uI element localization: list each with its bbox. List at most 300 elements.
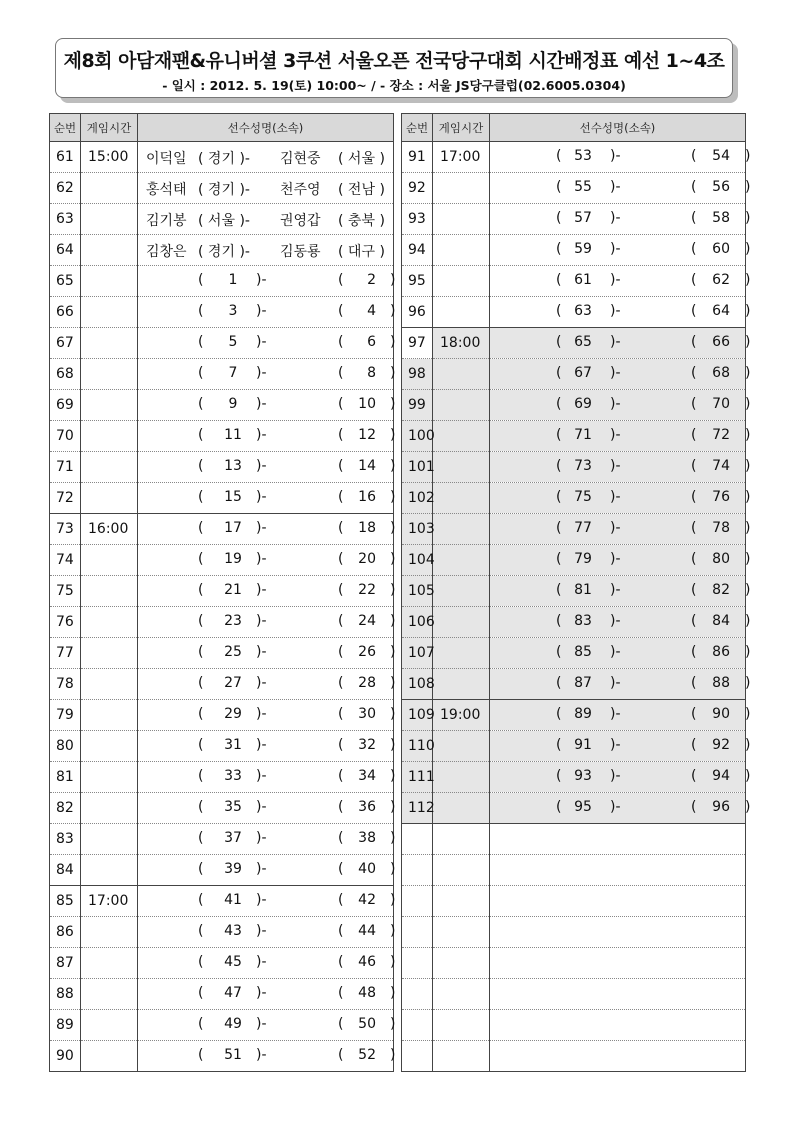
table-row (402, 638, 746, 669)
seed-2: 28 (358, 675, 376, 691)
dash: )- (256, 520, 267, 536)
paren-open: ( (338, 489, 344, 505)
game-time (433, 235, 490, 266)
paren-close: ) (390, 489, 396, 505)
seed-1: 23 (224, 613, 242, 629)
seed-1: 17 (224, 520, 242, 536)
table-row (50, 204, 394, 235)
dash: )- (610, 179, 621, 195)
paren-close: ) (745, 396, 751, 412)
game-time (433, 669, 490, 700)
match-number (402, 948, 433, 979)
paren-close: ) (379, 213, 385, 229)
seed-2: 58 (712, 210, 730, 226)
table-row (50, 948, 394, 979)
seed-1: 37 (224, 830, 242, 846)
seed-2: 14 (358, 458, 376, 474)
match-players (138, 979, 394, 1010)
paren-open: ( (338, 1016, 344, 1032)
table-row (50, 824, 394, 855)
table-row (50, 1041, 394, 1072)
paren-open: ( (338, 985, 344, 1001)
paren-open: ( (338, 365, 344, 381)
paren-open: ( (691, 458, 697, 474)
affiliation-2: 대구 (347, 244, 375, 260)
seed-1: 45 (224, 954, 242, 970)
dash: )- (256, 954, 267, 970)
dash: )- (610, 458, 621, 474)
player-2-affiliation (338, 241, 385, 261)
paren-open: ( (691, 768, 697, 784)
table-row (50, 886, 394, 917)
table-row (50, 855, 394, 886)
match-players (490, 266, 751, 297)
table-row (402, 142, 746, 173)
game-time: 18:00 (433, 328, 490, 359)
match-number (402, 855, 433, 886)
dash: )- (610, 148, 621, 164)
table-row (50, 421, 394, 452)
dash: )- (256, 923, 267, 939)
game-time: 17:00 (433, 142, 490, 173)
player-1: 이덕일 (146, 151, 187, 167)
paren-close: ) (390, 892, 396, 908)
table-row (402, 824, 746, 855)
match-players (490, 607, 751, 638)
seed-2: 72 (712, 427, 730, 443)
paren-open: ( (338, 582, 344, 598)
match-number: 65 (50, 266, 81, 297)
paren-close: ) (390, 644, 396, 660)
paren-open: ( (338, 396, 344, 412)
match-number: 93 (402, 204, 433, 235)
game-time (81, 762, 138, 793)
paren-open: ( (691, 148, 697, 164)
match-players (138, 700, 394, 731)
match-players (138, 266, 394, 297)
table-row (50, 607, 394, 638)
seed-1: 5 (228, 334, 238, 350)
match-number: 77 (50, 638, 81, 669)
paren-open: ( (198, 213, 204, 229)
seed-2: 80 (712, 551, 730, 567)
paren-close: ) (390, 613, 396, 629)
paren-open: ( (556, 241, 562, 257)
affiliation-1: 서울 (207, 213, 235, 229)
paren-close: ) (745, 334, 751, 350)
paren-open: ( (338, 675, 344, 691)
seed-1: 1 (228, 272, 238, 288)
match-number: 91 (402, 142, 433, 173)
match-players (138, 1010, 394, 1041)
seed-2: 44 (358, 923, 376, 939)
paren-open: ( (338, 303, 344, 319)
seed-1: 39 (224, 861, 242, 877)
match-players (138, 390, 394, 421)
game-time (433, 514, 490, 545)
paren-close: ) (745, 706, 751, 722)
game-time (433, 545, 490, 576)
match-players (490, 483, 751, 514)
seed-2: 26 (358, 644, 376, 660)
table-row (50, 173, 394, 204)
seed-2: 74 (712, 458, 730, 474)
game-time (81, 1010, 138, 1041)
paren-open: ( (198, 151, 204, 167)
game-time (81, 576, 138, 607)
seed-1: 41 (224, 892, 242, 908)
schedule-table-right (401, 113, 751, 1072)
match-number: 84 (50, 855, 81, 886)
match-players (490, 886, 746, 917)
game-time (81, 204, 138, 235)
match-players (138, 328, 394, 359)
match-number (402, 1010, 433, 1041)
game-time (433, 452, 490, 483)
dash: )- (610, 272, 621, 288)
seed-2: 92 (712, 737, 730, 753)
header-players: 선수성명(소속) (490, 114, 746, 142)
paren-open: ( (338, 334, 344, 350)
seed-1: 61 (574, 272, 592, 288)
dash: )- (256, 861, 267, 877)
game-time (81, 700, 138, 731)
seed-1: 57 (574, 210, 592, 226)
table-row (402, 483, 746, 514)
paren-close: ) (390, 1047, 396, 1063)
game-time (433, 297, 490, 328)
paren-open: ( (338, 427, 344, 443)
game-time (81, 297, 138, 328)
dash: )- (610, 737, 621, 753)
match-number: 68 (50, 359, 81, 390)
player-2: 천주영 (280, 182, 321, 198)
paren-close: ) (745, 551, 751, 567)
dash: )- (610, 799, 621, 815)
seed-1: 95 (574, 799, 592, 815)
seed-1: 91 (574, 737, 592, 753)
seed-2: 38 (358, 830, 376, 846)
seed-2: 94 (712, 768, 730, 784)
seed-1: 75 (574, 489, 592, 505)
paren-close: ) (390, 737, 396, 753)
dash: )- (610, 551, 621, 567)
paren-open: ( (338, 706, 344, 722)
game-time (81, 638, 138, 669)
game-time (81, 793, 138, 824)
match-players (138, 731, 394, 762)
dash: )- (256, 737, 267, 753)
table-row (402, 514, 746, 545)
seed-1: 81 (574, 582, 592, 598)
affiliation-1: 경기 (207, 151, 235, 167)
seed-1: 89 (574, 706, 592, 722)
paren-open: ( (691, 179, 697, 195)
paren-open: ( (691, 365, 697, 381)
affiliation-1: 경기 (207, 182, 235, 198)
paren-open: ( (198, 334, 204, 350)
game-time (81, 917, 138, 948)
seed-2: 52 (358, 1047, 376, 1063)
paren-close: ) (745, 365, 751, 381)
table-row (50, 452, 394, 483)
table-row (402, 979, 746, 1010)
game-time (433, 607, 490, 638)
match-players (138, 917, 394, 948)
seed-1: 93 (574, 768, 592, 784)
seed-1: 79 (574, 551, 592, 567)
seed-1: 9 (228, 396, 238, 412)
match-players (490, 793, 751, 824)
schedule-table-left (49, 113, 394, 1072)
match-number (402, 917, 433, 948)
paren-close: ) (745, 613, 751, 629)
paren-open: ( (198, 613, 204, 629)
match-number: 80 (50, 731, 81, 762)
paren-close: ) (379, 182, 385, 198)
page-title: 제8회 아담재팬&유니버셜 3쿠션 서울오픈 전국당구대회 시간배정표 예선 1~4조 (63, 50, 725, 72)
header-time: 게임시간 (81, 114, 138, 142)
dash: )- (610, 768, 621, 784)
game-time (81, 948, 138, 979)
paren-open: ( (338, 458, 344, 474)
paren-open: ( (338, 520, 344, 536)
paren-open: ( (691, 799, 697, 815)
match-number: 70 (50, 421, 81, 452)
seed-1: 69 (574, 396, 592, 412)
seed-1: 33 (224, 768, 242, 784)
game-time (433, 390, 490, 421)
paren-open: ( (338, 551, 344, 567)
match-players (138, 297, 394, 328)
table-row (402, 669, 746, 700)
seed-2: 78 (712, 520, 730, 536)
paren-open: ( (198, 582, 204, 598)
paren-open: ( (556, 179, 562, 195)
paren-close: ) (390, 768, 396, 784)
table-row (50, 917, 394, 948)
dash: )- (610, 582, 621, 598)
seed-2: 54 (712, 148, 730, 164)
table-row (50, 328, 394, 359)
match-number: 104 (402, 545, 433, 576)
paren-open: ( (691, 551, 697, 567)
match-number (402, 979, 433, 1010)
match-number: 83 (50, 824, 81, 855)
match-number: 103 (402, 514, 433, 545)
schedule-body-right (402, 142, 751, 1072)
paren-open: ( (691, 644, 697, 660)
match-number (402, 824, 433, 855)
table-row (402, 855, 746, 886)
paren-close: ) (745, 210, 751, 226)
table-row (50, 700, 394, 731)
affiliation-2: 서울 (347, 151, 375, 167)
seed-1: 67 (574, 365, 592, 381)
game-time (433, 1010, 490, 1041)
seed-1: 3 (228, 303, 238, 319)
match-number: 95 (402, 266, 433, 297)
seed-1: 87 (574, 675, 592, 691)
header-players: 선수성명(소속) (138, 114, 394, 142)
paren-open: ( (691, 396, 697, 412)
table-row (50, 762, 394, 793)
seed-1: 35 (224, 799, 242, 815)
seed-1: 65 (574, 334, 592, 350)
table-row (402, 762, 746, 793)
game-time (433, 266, 490, 297)
paren-close: ) (390, 985, 396, 1001)
paren-open: ( (338, 272, 344, 288)
paren-open: ( (338, 768, 344, 784)
paren-open: ( (556, 334, 562, 350)
seed-2: 46 (358, 954, 376, 970)
match-number: 107 (402, 638, 433, 669)
match-number: 87 (50, 948, 81, 979)
seed-2: 88 (712, 675, 730, 691)
match-number: 69 (50, 390, 81, 421)
paren-close: ) (390, 799, 396, 815)
dash: )- (256, 427, 267, 443)
table-row (50, 390, 394, 421)
match-number: 97 (402, 328, 433, 359)
game-time (81, 173, 138, 204)
seed-1: 77 (574, 520, 592, 536)
paren-open: ( (691, 272, 697, 288)
paren-open: ( (198, 489, 204, 505)
paren-open: ( (198, 830, 204, 846)
table-row (402, 1010, 746, 1041)
seed-2: 40 (358, 861, 376, 877)
match-players (490, 1041, 746, 1072)
affiliation-2: 충북 (347, 213, 375, 229)
paren-close: ) (745, 272, 751, 288)
dash: )- (256, 365, 267, 381)
table-row (402, 917, 746, 948)
paren-open: ( (198, 985, 204, 1001)
dash: )- (610, 675, 621, 691)
seed-2: 22 (358, 582, 376, 598)
paren-open: ( (691, 613, 697, 629)
paren-open: ( (556, 303, 562, 319)
header-no: 순번 (50, 114, 81, 142)
paren-close: ) (745, 303, 751, 319)
game-time (433, 731, 490, 762)
seed-2: 16 (358, 489, 376, 505)
game-time (433, 204, 490, 235)
paren-close: ) (745, 737, 751, 753)
game-time (433, 173, 490, 204)
paren-open: ( (198, 272, 204, 288)
match-number: 66 (50, 297, 81, 328)
paren-close: ) (390, 334, 396, 350)
paren-close: ) (390, 520, 396, 536)
table-row (50, 545, 394, 576)
paren-open: ( (338, 892, 344, 908)
dash: )- (610, 489, 621, 505)
paren-close: ) (390, 582, 396, 598)
match-players (138, 173, 394, 204)
game-time (81, 855, 138, 886)
paren-open: ( (198, 551, 204, 567)
match-players (138, 142, 394, 173)
seed-2: 82 (712, 582, 730, 598)
seed-1: 55 (574, 179, 592, 195)
paren-open: ( (198, 861, 204, 877)
match-players (490, 576, 751, 607)
seed-1: 49 (224, 1016, 242, 1032)
match-players (490, 297, 751, 328)
paren-open: ( (556, 396, 562, 412)
match-players (138, 1041, 394, 1072)
paren-open: ( (198, 954, 204, 970)
player-1-affiliation (198, 179, 250, 199)
paren-open: ( (338, 151, 344, 167)
table-row (402, 793, 746, 824)
paren-open: ( (556, 582, 562, 598)
match-players (490, 328, 751, 359)
match-number: 75 (50, 576, 81, 607)
match-number: 101 (402, 452, 433, 483)
table-row (402, 700, 746, 731)
match-number: 78 (50, 669, 81, 700)
paren-close: ) (390, 675, 396, 691)
paren-open: ( (556, 551, 562, 567)
paren-open: ( (556, 458, 562, 474)
match-players (138, 545, 394, 576)
paren-open: ( (556, 520, 562, 536)
seed-2: 86 (712, 644, 730, 660)
match-players (490, 669, 751, 700)
match-players (490, 855, 746, 886)
table-row (402, 731, 746, 762)
paren-close: ) (390, 303, 396, 319)
game-time (81, 452, 138, 483)
paren-open: ( (338, 830, 344, 846)
dash: )- (610, 644, 621, 660)
table-row (402, 948, 746, 979)
match-number: 98 (402, 359, 433, 390)
paren-open: ( (556, 613, 562, 629)
paren-open: ( (198, 675, 204, 691)
dash: )- (610, 365, 621, 381)
dash: )- (256, 985, 267, 1001)
match-players (138, 607, 394, 638)
match-number: 96 (402, 297, 433, 328)
game-time (433, 824, 490, 855)
paren-open: ( (198, 1016, 204, 1032)
match-number: 110 (402, 731, 433, 762)
paren-close: ) (390, 272, 396, 288)
page-subtitle: - 일시 : 2012. 5. 19(토) 10:00~ / - 장소 : 서울 JS당구클럽(02.6005.0304) (162, 78, 626, 93)
paren-open: ( (198, 396, 204, 412)
paren-close: ) (745, 241, 751, 257)
game-time (81, 824, 138, 855)
paren-close: ) (745, 489, 751, 505)
paren-open: ( (198, 1047, 204, 1063)
paren-open: ( (691, 582, 697, 598)
dash: )- (256, 458, 267, 474)
dash: )- (256, 892, 267, 908)
paren-close: ) (390, 458, 396, 474)
table-row (50, 979, 394, 1010)
paren-open: ( (556, 737, 562, 753)
paren-open: ( (691, 489, 697, 505)
match-players (490, 514, 751, 545)
player-2: 김현중 (280, 151, 321, 167)
table-row (402, 204, 746, 235)
paren-open: ( (338, 954, 344, 970)
